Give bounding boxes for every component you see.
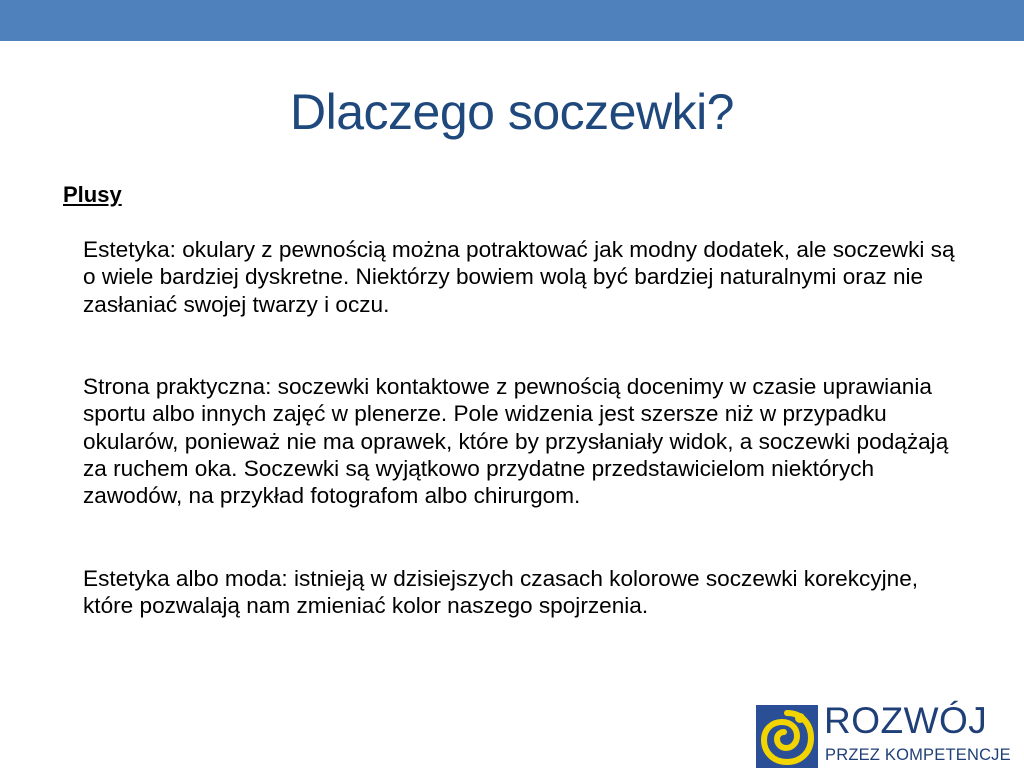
rozwoj-logo bbox=[756, 700, 1024, 768]
top-accent-bar bbox=[0, 0, 1024, 41]
paragraph-fashion: Estetyka albo moda: istnieją w dzisiejszych czasach kolorowe soczewki korekcyjne, które pozwalają nam zmieniać kolor naszego spojrzenia. bbox=[83, 566, 919, 619]
logo-sub-text: PRZEZ KOMPETENCJE bbox=[825, 746, 1011, 764]
slide-title: Dlaczego soczewki? bbox=[290, 84, 734, 140]
paragraph-practical: Strona praktyczna: soczewki kontaktowe z pewnością docenimy w czasie uprawiania sportu albo innych zajęć w plenerze. Pole widzenia jest szersze niż w przypadku okularów, ponieważ nie ma oprawek, które by przysłaniały widok, a soczewki podążają za ruchem oka. Soczewki są wyjątkowo przydatne przedstawicielom niektórych zawodów, na przykład fotografom albo chirurgom. bbox=[83, 374, 949, 509]
paragraph-aesthetics: Estetyka: okulary z pewnością można potraktować jak modny dodatek, ale soczewki są o wiele bardziej dyskretne. Niektórzy bowiem wolą być bardziej naturalnymi oraz nie zasłaniać swojej twarzy i oczu. bbox=[83, 237, 955, 317]
logo-main-text: ROZWÓJ bbox=[824, 700, 988, 741]
spiral-logo-icon bbox=[756, 705, 818, 768]
section-heading: Plusy bbox=[63, 182, 122, 207]
